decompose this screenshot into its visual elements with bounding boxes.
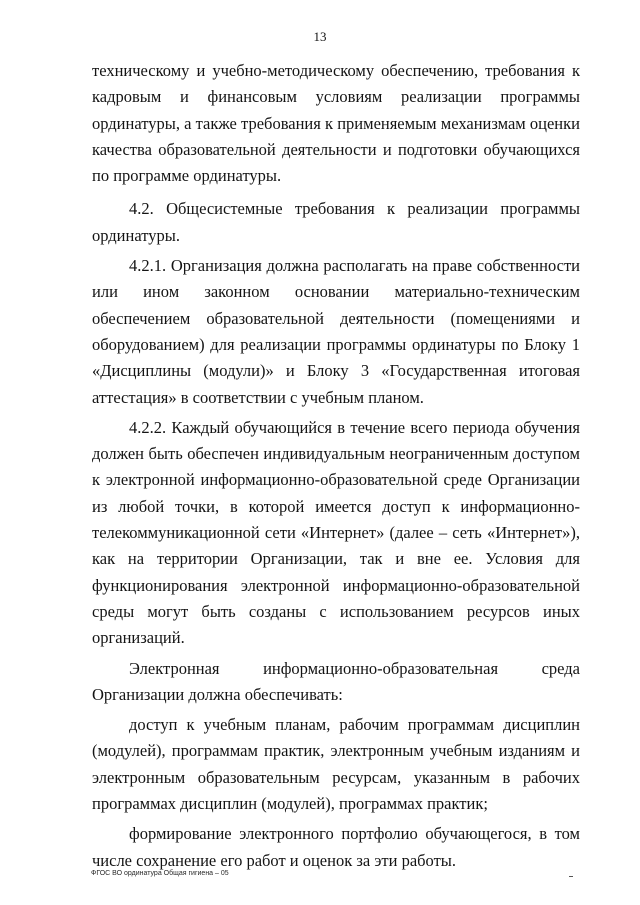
page-number: 13 <box>313 29 327 44</box>
paragraph-continuation: техническому и учебно-методическому обеспечению, требования к кадровым и финансовым условиям реализации программы ординатуры, а также требования к применяемым механизмам оценки качества образовательной деятельности и подготовки обучающихся по программе ординатуры. <box>92 61 580 186</box>
paragraph-eios-intro: Электронная информационно-образовательная среда Организации должна обеспечивать: <box>92 658 580 704</box>
paragraph-section-4-2-1: 4.2.1. Организация должна располагать на праве собственности или ином законном основании материально-техническим обеспечением образовательной деятельности (помещениями и оборудованием) для реализации программы ординатуры по Блоку 1 «Дисциплины (модули)» и Блоку 3 «Государственная итоговая аттестация» в соответствии с учебным планом. <box>92 256 580 407</box>
scan-mark <box>569 876 573 877</box>
document-body <box>92 58 580 878</box>
paragraph-section-4-2: 4.2. Общесистемные требования к реализации программы ординатуры. <box>92 199 580 245</box>
paragraph-eios-portfolio: формирование электронного портфолио обучающегося, в том числе сохранение его работ и оценок за эти работы. <box>92 824 580 870</box>
page-footer: ФГОС ВО ординатура Общая гигиена – 05 <box>91 870 229 877</box>
paragraph-section-4-2-2: 4.2.2. Каждый обучающийся в течение всего периода обучения должен быть обеспечен индивидуальным неограниченным доступом к электронной информационно-образовательной среде Организации из любой точки, в которой имеется доступ к информационно-телекоммуникационной сети «Интернет» (далее – сеть «Интернет»), как на территории Организации, так и вне ее. Условия для функционирования электронной информационно-образовательной среды могут быть созданы с использованием ресурсов иных организаций. <box>92 417 580 648</box>
paragraph-eios-access: доступ к учебным планам, рабочим программам дисциплин (модулей), программам практик, электронным учебным изданиям и электронным образовательным ресурсам, указанным в рабочих программах дисциплин (модулей), программах практик; <box>92 715 580 814</box>
